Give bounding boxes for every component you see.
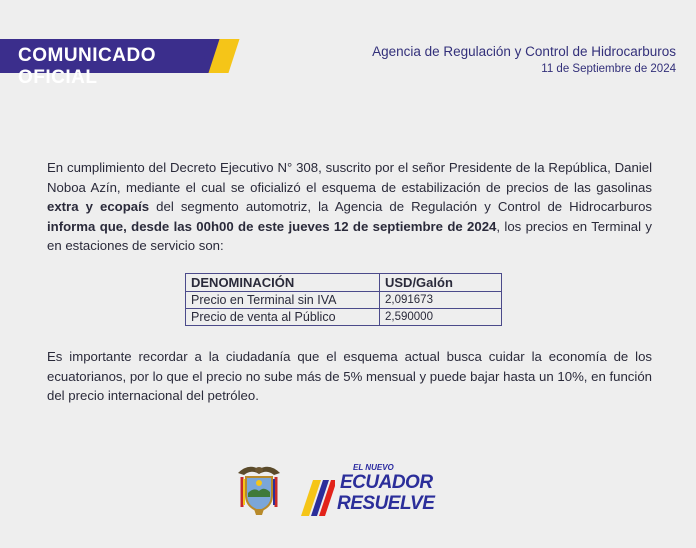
header-denominacion: DENOMINACIÓN (186, 274, 380, 292)
flag-stripes-icon (295, 476, 335, 516)
logo-small-text: EL NUEVO (353, 463, 394, 472)
intro-text-c: del segmento automotriz, la Agencia de Regulación y Control de Hidrocarburos (149, 199, 652, 214)
table-row (186, 292, 502, 309)
row-value: 2,091673 (380, 292, 502, 309)
row-label: Precio en Terminal sin IVA (186, 292, 380, 309)
price-table (185, 273, 502, 326)
closing-paragraph: Es importante recordar a la ciudadanía que el esquema actual busca cuidar la economía de los ecuatorianos, por lo que el precio no sube más de 5% mensual y puede bajar hasta un 10%, en función del precio internacional del petróleo. (47, 349, 652, 403)
intro-text-a: En cumplimiento del Decreto Ejecutivo N° 308, suscrito por el señor Presidente de la República, Daniel Noboa Azín, mediante el cual se oficializó el esquema de estabilización de precios de las gasolinas (47, 160, 652, 195)
header-usd-galon: USD/Galón (380, 274, 502, 292)
logo-line2: RESUELVE (337, 493, 435, 514)
coat-of-arms-icon (234, 461, 284, 517)
intro-bold-fuels: extra y ecopaís (47, 199, 150, 214)
table-header-row (186, 274, 502, 292)
communique-date: 11 de Septiembre de 2024 (541, 63, 676, 75)
banner-title: COMUNICADO OFICIAL (18, 45, 156, 88)
logo-line1: ECUADOR (340, 472, 433, 493)
el-nuevo-ecuador-logo (295, 462, 435, 520)
table-row (186, 309, 502, 326)
intro-text-e: , los precios en Terminal y en estaciones de servicio son: (47, 218, 652, 253)
intro-bold-date: informa que, desde las 00h00 de este jueves 12 de septiembre de 2024 (47, 218, 497, 234)
row-value: 2,590000 (380, 309, 502, 326)
intro-paragraph (47, 158, 652, 256)
official-banner (0, 39, 237, 88)
agency-name: Agencia de Regulación y Control de Hidrocarburos (372, 44, 676, 59)
row-label: Precio de venta al Público (186, 309, 380, 326)
agency-header (372, 44, 676, 75)
